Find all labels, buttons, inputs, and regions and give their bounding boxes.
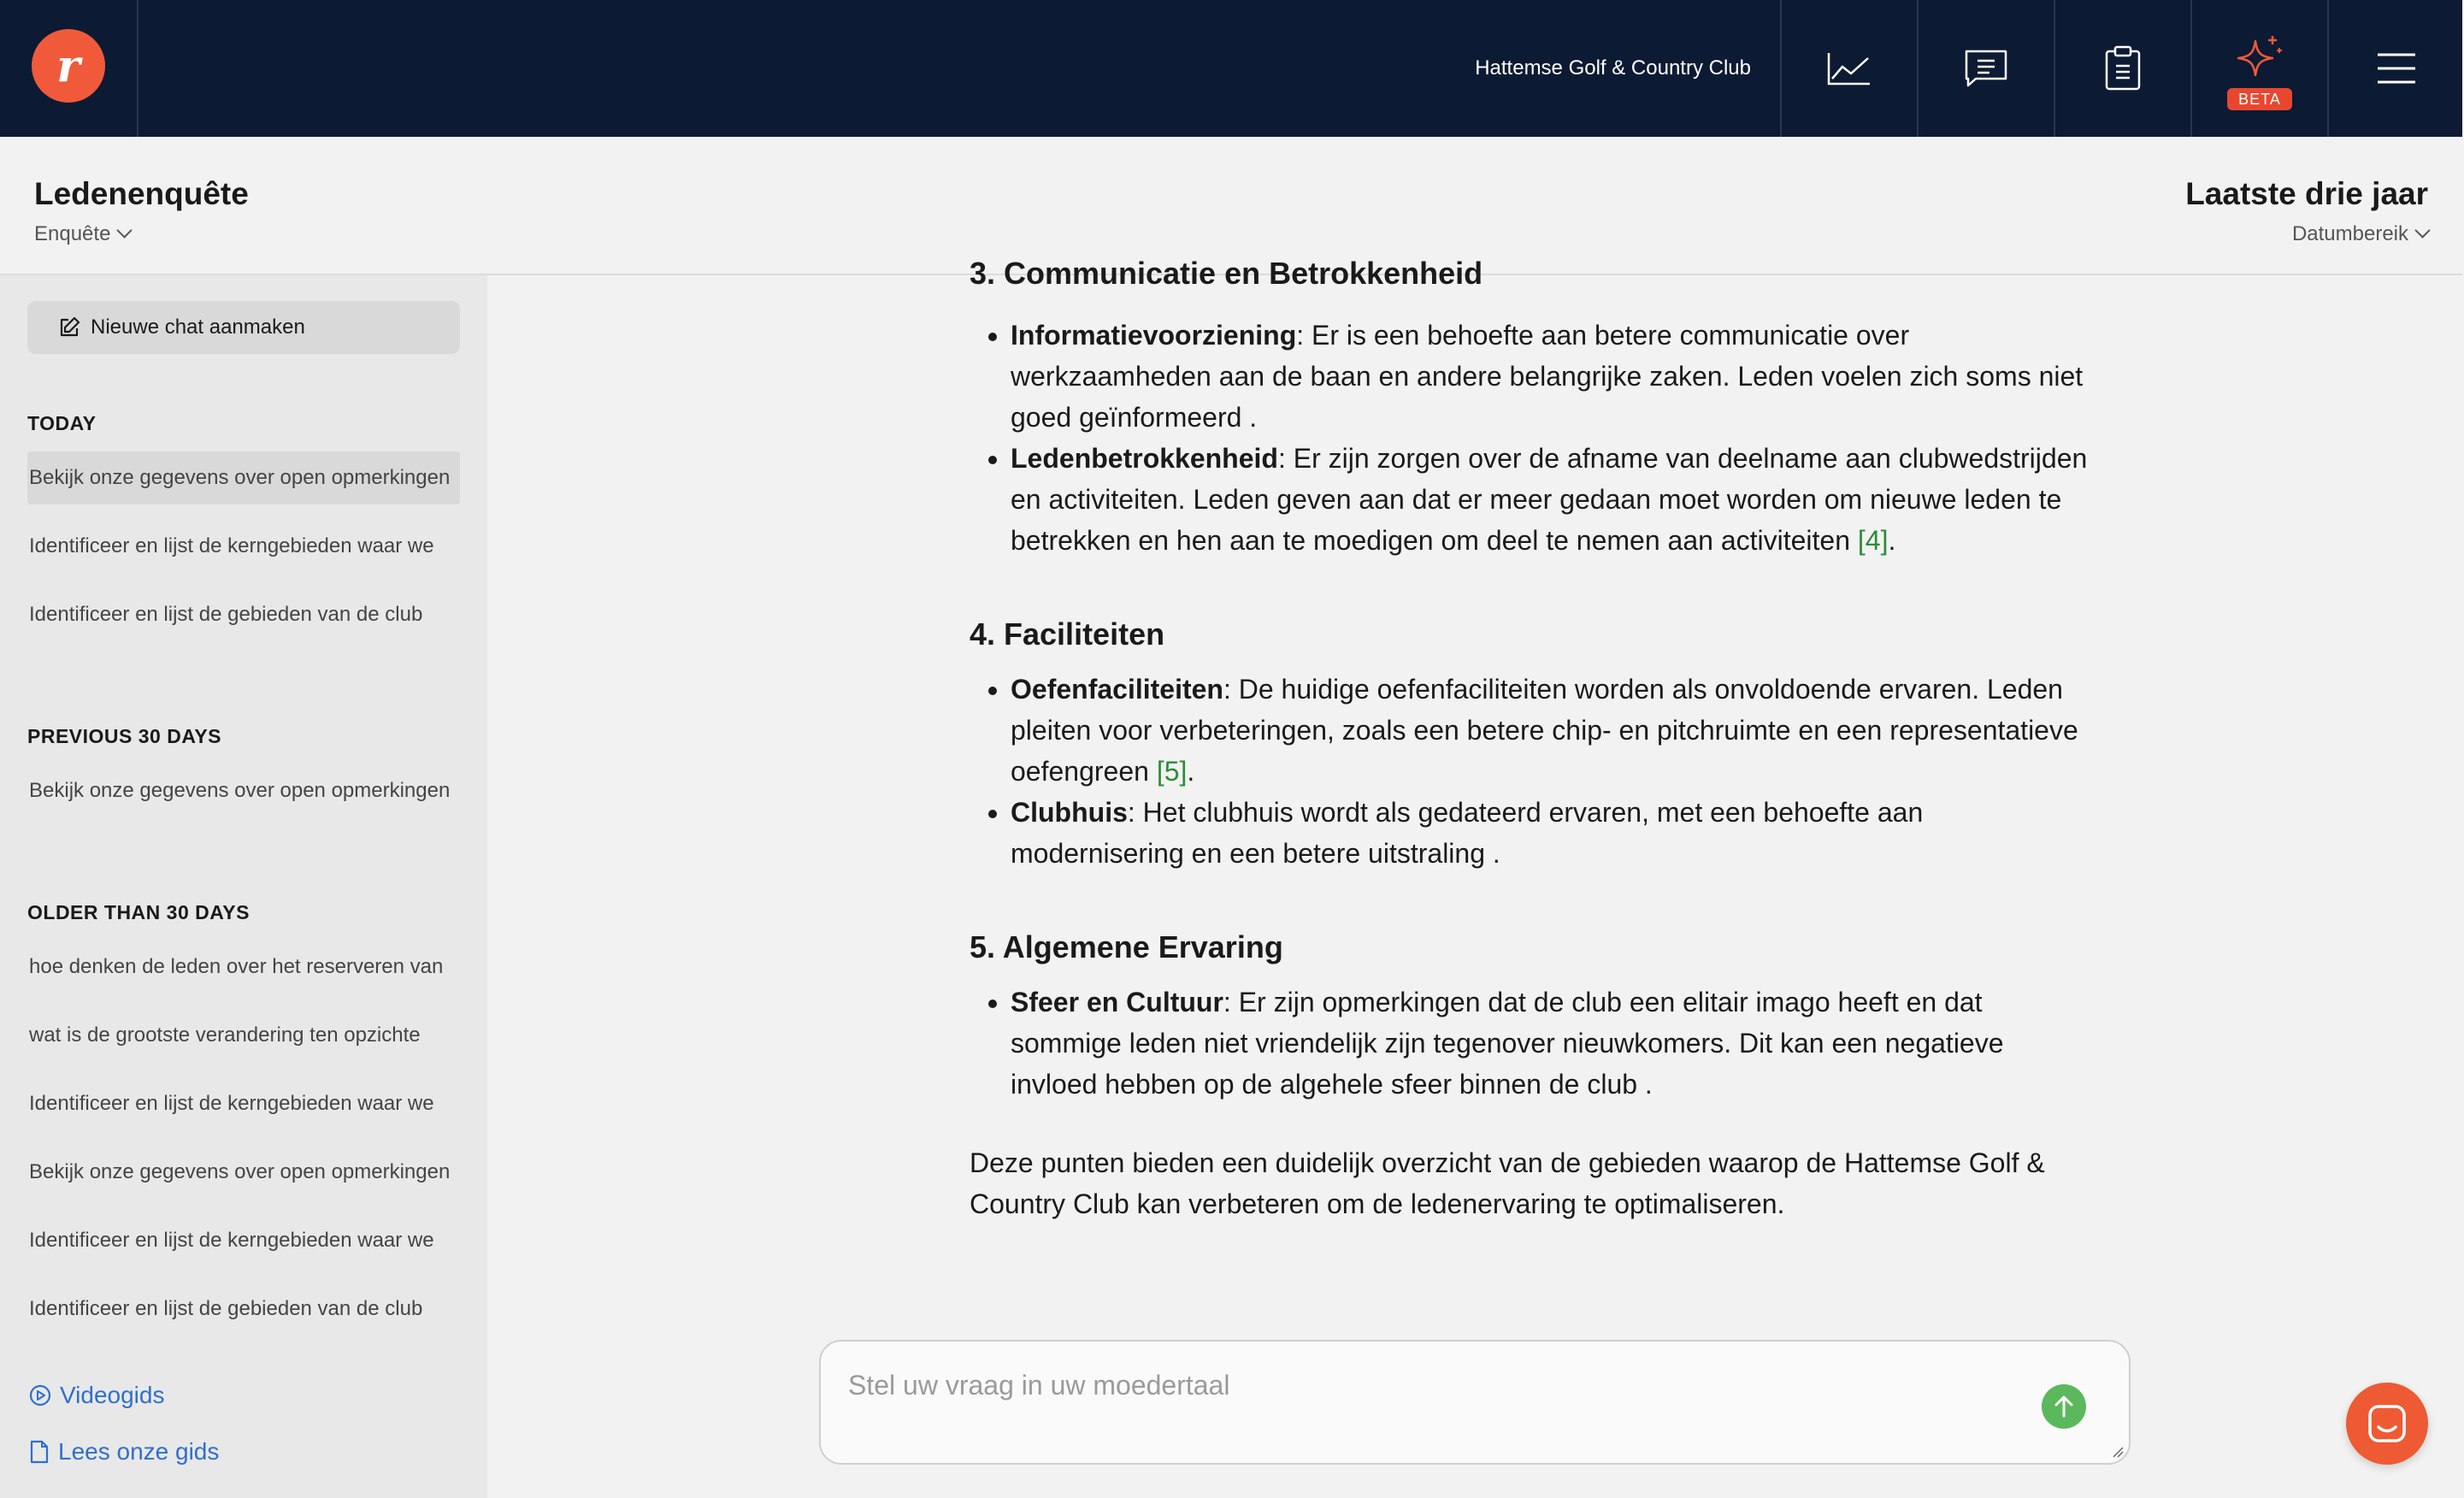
question-input[interactable] xyxy=(846,1367,2030,1403)
section-heading-older-than-30-days: OLDER THAN 30 DAYS xyxy=(27,901,250,923)
section-heading-today: TODAY xyxy=(27,412,97,434)
resize-handle-icon[interactable] xyxy=(2112,1446,2124,1458)
chat-history-sidebar xyxy=(0,275,487,1498)
bullet-term: Oefenfaciliteiten xyxy=(1011,674,1223,705)
sparkles-icon xyxy=(2231,32,2288,84)
video-guide-link[interactable] xyxy=(29,1382,164,1409)
list-item xyxy=(1011,792,2090,874)
list-item xyxy=(1011,669,2090,792)
citation-link[interactable]: [5] xyxy=(1156,756,1188,787)
chat-history-item[interactable]: Bekijk onze gegevens over open opmerkingen xyxy=(29,779,451,802)
new-chat-label: Nieuwe chat aanmaken xyxy=(91,316,305,339)
play-circle-icon xyxy=(29,1384,51,1407)
survey-selector-label: Enquête xyxy=(34,222,111,245)
ai-assistant-button[interactable] xyxy=(2190,0,2327,137)
bullet-list xyxy=(970,669,2090,874)
list-item xyxy=(1011,438,2090,561)
logo-cell[interactable] xyxy=(0,0,139,137)
section-heading: 4. Faciliteiten xyxy=(970,616,1165,652)
chat-history-item[interactable]: Identificeer en lijst de gebieden van de club xyxy=(29,1297,423,1320)
clipboard-icon xyxy=(2104,45,2142,91)
bullet-tail: . xyxy=(1187,756,1195,787)
section-heading: 5. Algemene Ervaring xyxy=(970,929,1283,964)
comments-button[interactable] xyxy=(1917,0,2054,137)
bullet-term: Clubhuis xyxy=(1011,797,1128,828)
bullet-term: Sfeer en Cultuur xyxy=(1011,987,1223,1017)
assistant-response xyxy=(970,256,2090,1224)
chat-history-item[interactable]: Identificeer en lijst de gebieden van de club xyxy=(29,603,423,626)
new-chat-button[interactable] xyxy=(27,301,460,354)
chat-history-item[interactable]: hoe denken de leden over het reserveren van xyxy=(29,955,444,978)
read-guide-label: Lees onze gids xyxy=(58,1438,220,1465)
bullet-text: : De huidige oefenfaciliteiten worden als onvoldoende ervaren. Leden pleiten voor verbeteringen, zoals een betere chip- en pitchruimte en een representatieve oefengreen xyxy=(1011,674,2078,787)
bullet-term: Ledenbetrokkenheid xyxy=(1011,443,1278,474)
section-heading: 3. Communicatie en Betrokkenheid xyxy=(970,256,1483,291)
bullet-list xyxy=(970,982,2090,1105)
conclusion-paragraph: Deze punten bieden een duidelijk overzicht van de gebieden waarop de Hattemse Golf & Country Club kan verbeteren om de ledenervaring te optimaliseren. xyxy=(970,1147,2045,1219)
support-chat-button[interactable] xyxy=(2346,1383,2428,1465)
chat-history-item[interactable]: Identificeer en lijst de kerngebieden waar we xyxy=(29,534,434,557)
chat-widget-icon xyxy=(2367,1404,2407,1443)
bullet-list xyxy=(970,315,2090,561)
chart-line-icon xyxy=(1827,51,1872,86)
chat-history-item[interactable]: Bekijk onze gegevens over open opmerkingen xyxy=(29,1160,451,1183)
bullet-text: : Er zijn zorgen over de afname van deelname aan clubwedstrijden en activiteiten. Leden geven aan dat er meer gedaan moet worden om nieuwe leden te betrekken en hen aan te moedigen om deel te nemen aan activiteiten xyxy=(1011,443,2088,556)
chat-main-area xyxy=(489,256,2462,1498)
app-logo[interactable]: r xyxy=(32,29,105,103)
date-range-title: Laatste drie jaar xyxy=(2185,176,2428,211)
hamburger-menu-icon xyxy=(2376,52,2417,85)
date-range-selector[interactable] xyxy=(2292,222,2428,246)
citation-link[interactable]: [4] xyxy=(1857,525,1889,556)
arrow-up-icon xyxy=(2053,1395,2075,1418)
chevron-down-icon xyxy=(2414,222,2430,238)
beta-badge: BETA xyxy=(2227,88,2292,110)
top-navigation-bar xyxy=(0,0,2462,137)
edit-icon xyxy=(58,316,80,339)
chat-history-item[interactable]: Identificeer en lijst de kerngebieden waar we xyxy=(29,1229,434,1252)
bullet-tail: . xyxy=(1888,525,1896,556)
list-item xyxy=(1011,315,2090,438)
question-input-box[interactable] xyxy=(819,1340,2131,1465)
video-guide-label: Videogids xyxy=(60,1382,165,1408)
date-range-label: Datumbereik xyxy=(2291,222,2408,245)
document-icon xyxy=(29,1440,50,1464)
bullet-text: : Het clubhuis wordt als gedateerd ervaren, met een behoefte aan modernisering en een betere uitstraling . xyxy=(1011,797,1924,869)
analytics-button[interactable] xyxy=(1780,0,1917,137)
section-heading-previous-30-days: PREVIOUS 30 DAYS xyxy=(27,725,222,747)
main-menu-button[interactable] xyxy=(2327,0,2464,137)
chat-history-item[interactable]: Bekijk onze gegevens over open opmerkingen xyxy=(27,451,460,504)
bullet-text: : Er zijn opmerkingen dat de club een elitair imago heeft en dat sommige leden niet vriendelijk zijn tegenover nieuwkomers. Dit kan een negatieve invloed hebben op de algehele sfeer binnen de club . xyxy=(1011,987,2004,1100)
survey-selector[interactable] xyxy=(34,222,130,246)
survey-button[interactable] xyxy=(2054,0,2190,137)
chat-history-item[interactable]: Identificeer en lijst de kerngebieden waar we xyxy=(29,1092,434,1115)
list-item xyxy=(1011,982,2090,1105)
send-button[interactable] xyxy=(2042,1384,2086,1429)
survey-title: Ledenenquête xyxy=(34,176,249,211)
chat-history-item[interactable]: wat is de grootste verandering ten opzichte xyxy=(29,1023,421,1047)
chevron-down-icon xyxy=(117,222,133,238)
club-name: Hattemse Golf & Country Club xyxy=(1475,56,1751,80)
bullet-text: : Er is een behoefte aan betere communicatie over werkzaamheden aan de baan en andere belangrijke zaken. Leden voelen zich soms niet goed geïnformeerd . xyxy=(1011,320,2084,433)
message-icon xyxy=(1964,49,2008,88)
bullet-term: Informatievoorziening xyxy=(1011,320,1297,351)
read-guide-link[interactable] xyxy=(29,1438,219,1466)
